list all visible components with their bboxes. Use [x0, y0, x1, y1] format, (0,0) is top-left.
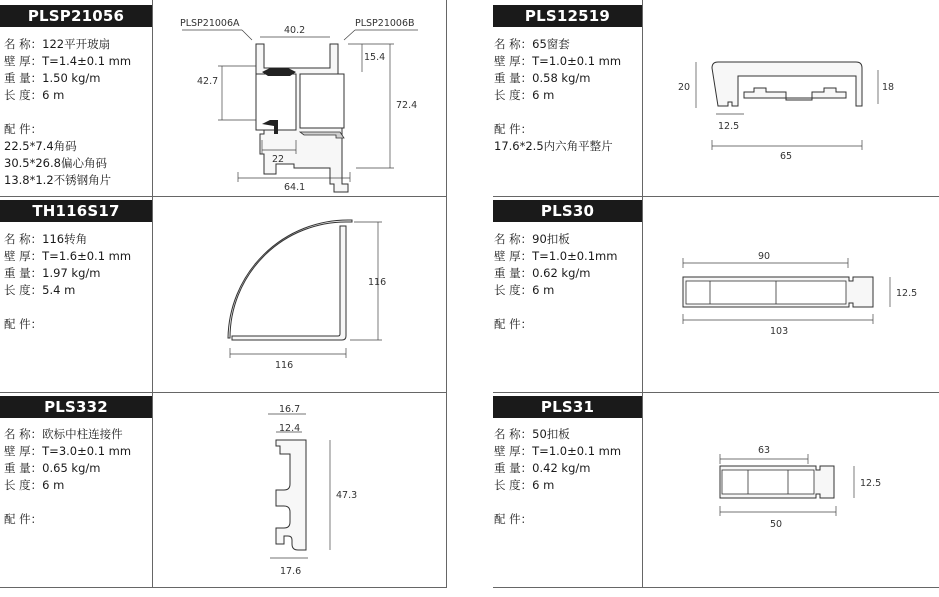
name-row: 名 称：116转角 [4, 232, 88, 246]
dimension-label: 18 [882, 82, 895, 93]
dimension-label: 72.4 [396, 100, 418, 111]
dimension-label: 22 [272, 154, 285, 165]
accessories-label: 配 件： [4, 317, 43, 331]
dimension-label: 47.3 [336, 490, 358, 501]
profile-drawing-pls30 [683, 251, 917, 337]
profile-drawing-plsp21056 [180, 18, 418, 193]
name-row: 名 称：90扣板 [494, 232, 570, 246]
weight-row: 重 量：0.42 kg/m [494, 461, 591, 475]
accessory-item: 17.6*2.5内六角平整片 [494, 139, 613, 153]
product-code-header: PLS332 [0, 396, 152, 418]
accessories-label: 配 件： [4, 122, 43, 136]
wall-row: 壁 厚：T=1.0±0.1mm [494, 249, 618, 263]
profile-drawing-pls12519 [678, 62, 894, 162]
dimension-label: 116 [368, 277, 387, 288]
length-row: 长 度：6 m [494, 478, 555, 492]
wall-row: 壁 厚：T=3.0±0.1 mm [4, 444, 132, 458]
weight-row: 重 量：0.65 kg/m [4, 461, 101, 475]
name-row: 名 称：50扣板 [494, 427, 570, 441]
name-row: 名 称：欧标中柱连接件 [4, 427, 123, 441]
dimension-label: 64.1 [284, 182, 306, 193]
length-row: 长 度：6 m [494, 88, 555, 102]
length-row: 长 度：5.4 m [4, 283, 76, 297]
dimension-label: 17.6 [280, 566, 302, 577]
dimension-label: 116 [275, 360, 294, 371]
dimension-label: 12.5 [860, 478, 882, 489]
part-label: PLSP21006A [180, 18, 240, 29]
accessories-label: 配 件： [4, 512, 43, 526]
product-code-header: PLSP21056 [0, 5, 152, 27]
weight-row: 重 量：1.50 kg/m [4, 71, 101, 85]
dimension-label: 103 [770, 326, 789, 337]
wall-row: 壁 厚：T=1.0±0.1 mm [494, 444, 622, 458]
part-label: PLSP21006B [355, 18, 415, 29]
accessories-label: 配 件： [494, 512, 533, 526]
length-row: 长 度：6 m [4, 478, 65, 492]
dimension-label: 65 [780, 151, 793, 162]
dimension-label: 63 [758, 445, 771, 456]
weight-row: 重 量：0.62 kg/m [494, 266, 591, 280]
dimension-label: 16.7 [279, 404, 301, 415]
wall-row: 壁 厚：T=1.4±0.1 mm [4, 54, 132, 68]
product-code-header: PLS31 [493, 396, 642, 418]
dimension-label: 42.7 [197, 76, 219, 87]
length-row: 长 度：6 m [494, 283, 555, 297]
accessories-label: 配 件： [494, 317, 533, 331]
accessories-label: 配 件： [494, 122, 533, 136]
wall-row: 壁 厚：T=1.0±0.1 mm [494, 54, 622, 68]
length-row: 长 度：6 m [4, 88, 65, 102]
dimension-label: 50 [770, 519, 783, 530]
name-row: 名 称：65窗套 [494, 37, 570, 51]
dimension-label: 90 [758, 251, 771, 262]
accessory-item: 13.8*1.2不锈钢角片 [4, 173, 112, 187]
profile-drawing-pls332 [268, 404, 357, 577]
dimension-label: 12.4 [279, 423, 301, 434]
weight-row: 重 量：1.97 kg/m [4, 266, 101, 280]
profile-drawing-pls31 [720, 445, 881, 530]
product-code-header: PLS12519 [493, 5, 642, 27]
dimension-label: 20 [678, 82, 691, 93]
product-code-header: TH116S17 [0, 200, 152, 222]
weight-row: 重 量：0.58 kg/m [494, 71, 591, 85]
dimension-label: 12.5 [718, 121, 740, 132]
wall-row: 壁 厚：T=1.6±0.1 mm [4, 249, 132, 263]
profile-drawing-th116s17 [228, 220, 386, 371]
accessory-item: 30.5*26.8偏心角码 [4, 156, 107, 170]
dimension-label: 40.2 [284, 25, 306, 36]
accessory-item: 22.5*7.4角码 [4, 139, 77, 153]
dimension-label: 12.5 [896, 288, 918, 299]
product-code-header: PLS30 [493, 200, 642, 222]
name-row: 名 称：122平开玻扇 [4, 37, 111, 51]
dimension-label: 15.4 [364, 52, 386, 63]
